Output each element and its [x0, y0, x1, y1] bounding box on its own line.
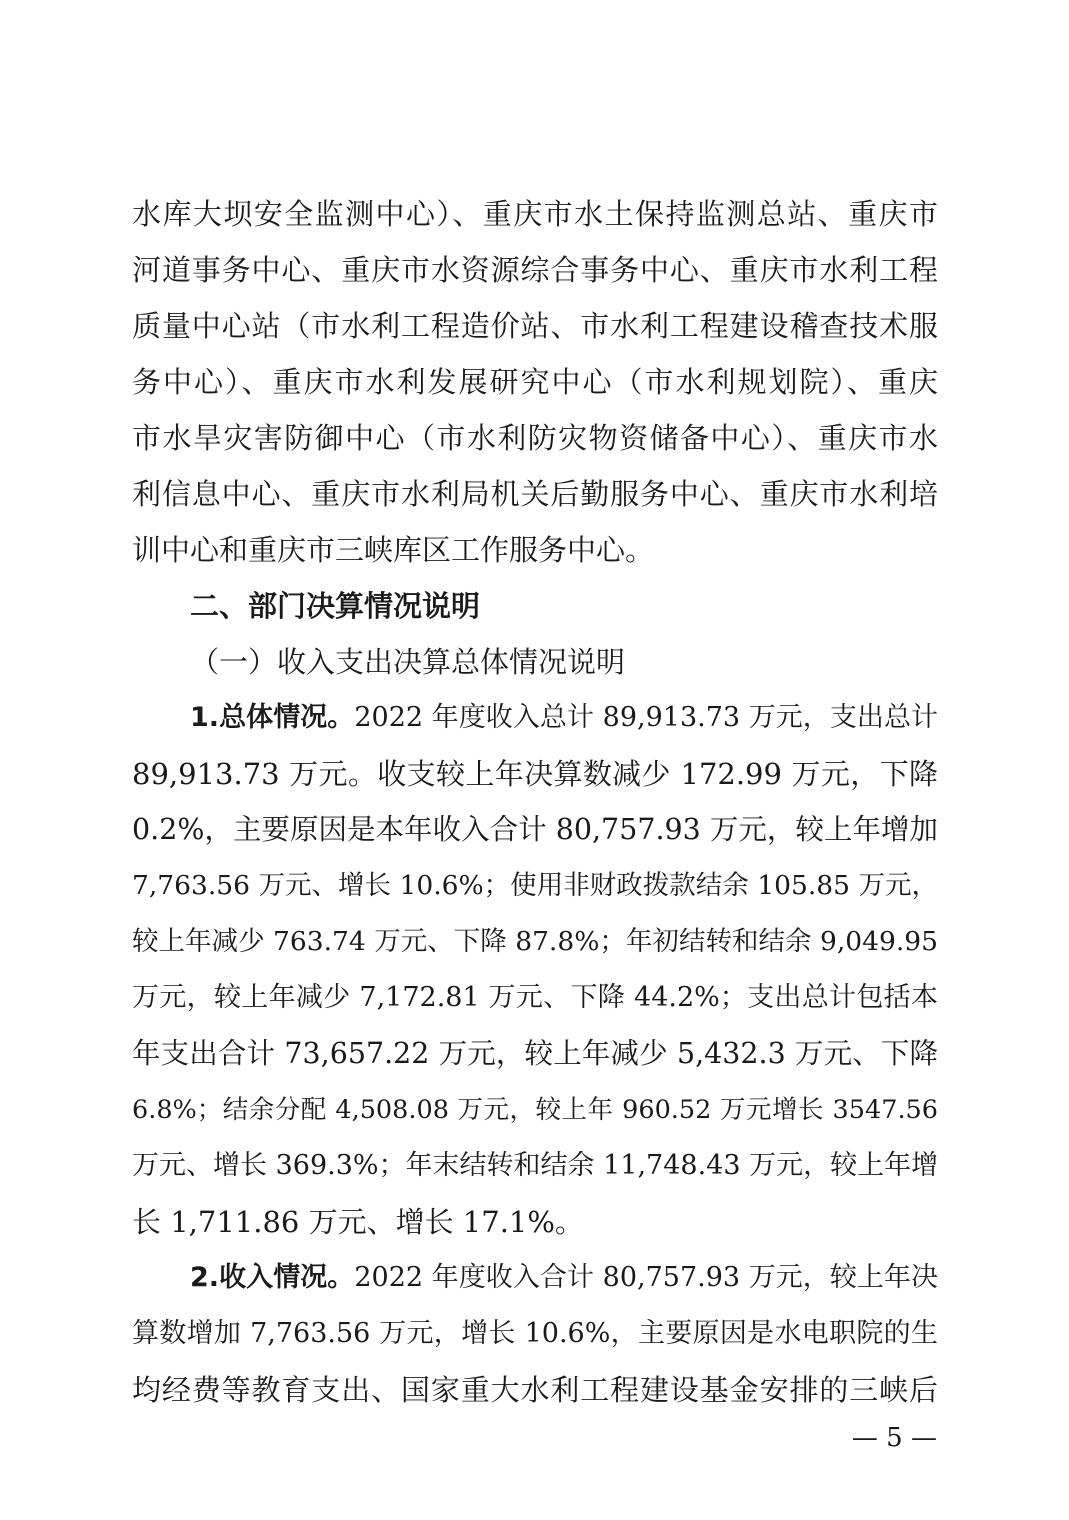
income-paragraph-first-line — [132, 1250, 938, 1306]
paragraph-line: 利信息中心、重庆市水利局机关后勤服务中心、重庆市水利培 — [132, 477, 938, 511]
body-text — [132, 186, 938, 1418]
paragraph-line: 较上年减少 763.74 万元、下降 87.8%；年初结转和结余 9,049.95 — [132, 926, 938, 957]
paragraph-line: 质量中心站（市水利工程造价站、市水利工程建设稽查技术服 — [132, 309, 938, 343]
overall-paragraph-first-line — [132, 690, 938, 746]
income-lead: 2.收入情况。 — [190, 1262, 355, 1293]
paragraph-line: 长 1,711.86 万元、增长 17.1%。 — [132, 1205, 584, 1239]
page-number: — 5 — — [851, 1423, 937, 1453]
paragraph-line: 训中心和重庆市三峡库区工作服务中心。 — [132, 533, 655, 567]
paragraph-line: 河道事务中心、重庆市水资源综合事务中心、重庆市水利工程 — [132, 253, 938, 287]
paragraph-line: 年支出合计 73,657.22 万元，较上年减少 5,432.3 万元、下降 — [132, 1037, 938, 1070]
paragraph-line: 0.2%，主要原因是本年收入合计 80,757.93 万元，较上年增加 — [132, 813, 938, 846]
paragraph-line: 万元，较上年减少 7,172.81 万元、下降 44.2%；支出总计包括本 — [132, 982, 938, 1013]
paragraph-line: 7,763.56 万元、增长 10.6%；使用非财政拨款结余 105.85 万元， — [132, 870, 938, 901]
overall-lead: 1.总体情况。 — [190, 702, 355, 733]
subsection-heading: （一）收入支出决算总体情况说明 — [190, 645, 626, 679]
paragraph-line: 万元、增长 369.3%；年末结转和结余 11,748.43 万元，较上年增 — [132, 1150, 939, 1181]
paragraph-line: 89,913.73 万元。收支较上年决算数减少 172.99 万元，下降 — [132, 757, 938, 791]
paragraph-line: 6.8%；结余分配 4,508.08 万元，较上年 960.52 万元增长 3547.56 — [132, 1095, 938, 1125]
paragraph-line: 市水旱灾害防御中心（市水利防灾物资储备中心）、重庆市水 — [132, 421, 938, 455]
paragraph-line: 水库大坝安全监测中心）、重庆市水土保持监测总站、重庆市 — [132, 197, 938, 231]
income-first-line-text: 2022 年度收入合计 80,757.93 万元，较上年决 — [354, 1262, 939, 1293]
overall-first-line-text: 2022 年度收入总计 89,913.73 万元，支出总计 — [354, 702, 939, 733]
paragraph-line: 算数增加 7,763.56 万元，增长 10.6%，主要原因是水电职院的生 — [132, 1318, 938, 1349]
section-heading: 二、部门决算情况说明 — [190, 589, 481, 623]
paragraph-line: 均经费等教育支出、国家重大水利工程建设基金安排的三峡后 — [132, 1373, 938, 1407]
paragraph-line: 务中心）、重庆市水利发展研究中心（市水利规划院）、重庆 — [132, 365, 938, 399]
